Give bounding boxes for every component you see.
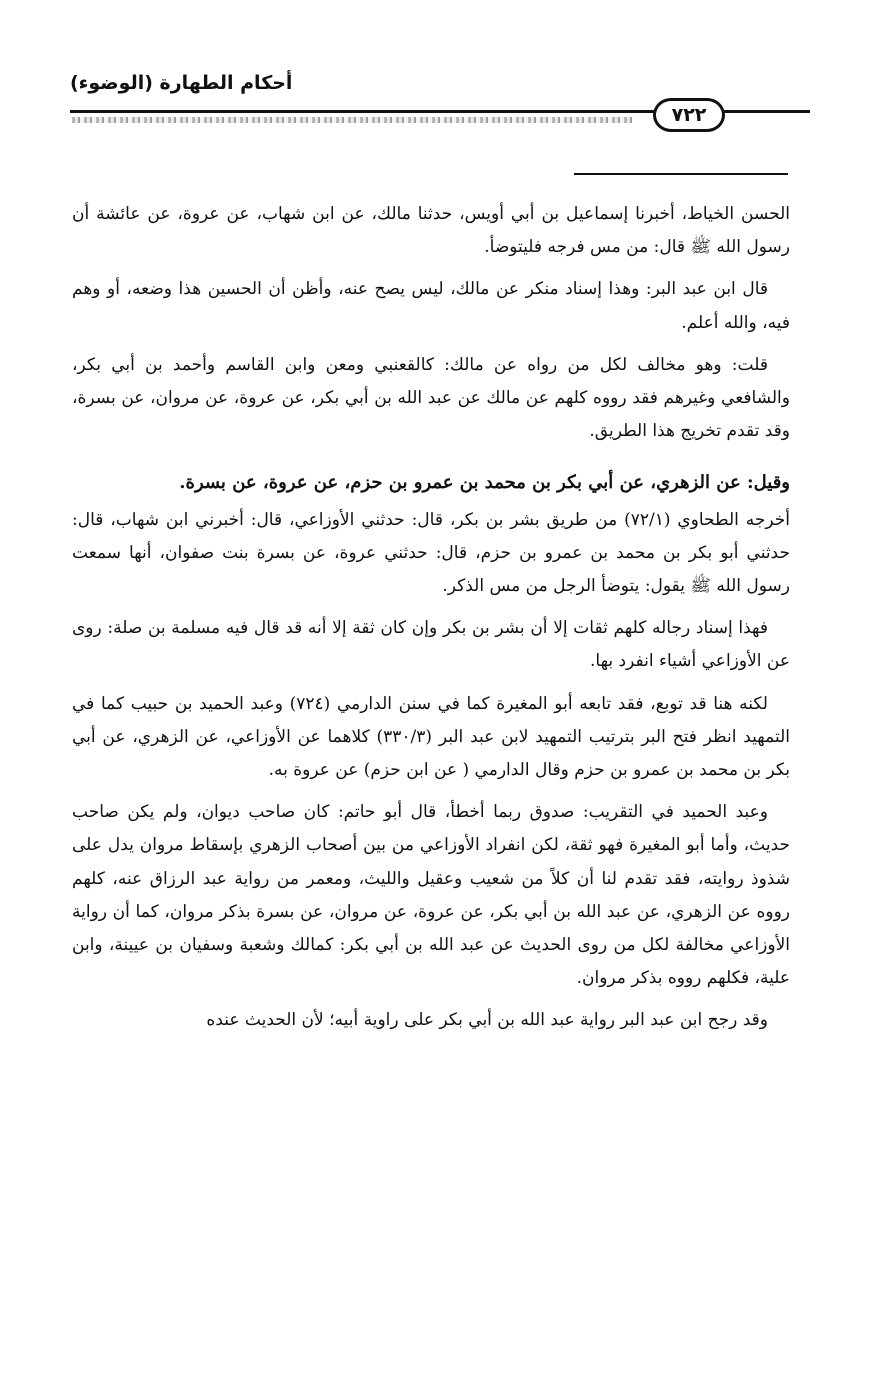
paragraph: وعبد الحميد في التقريب: صدوق ربما أخطأ، قال أبو حاتم: كان صاحب ديوان، ولم يكن صاحب حديث، وأما أبو المغيرة فهو ثقة، لكن انفراد الأوزاعي من بين أصحاب الزهري بإسقاط مروان يدل على شذوذ روايته، فقد تقدم لنا أن كلاً من شعيب وعقيل والليث، ومعمر من رواية عبد الرزاق عنه، كلهم رووه عن الزهري، عن عبد الله بن أبي بكر، عن عروة، عن مروان، عن بسرة بذكر مروان، كما أن رواية الأوزاعي مخالفة لكل من روى الحديث عن عبد الله بن أبي بكر: كمالك وشعبة وسفيان بن عيينة، وابن علية، فكلهم رووه بذكر مروان. xyxy=(72,802,790,989)
paragraph: لكنه هنا قد توبع، فقد تابعه أبو المغيرة كما في سنن الدارمي (٧٢٤) وعبد الحميد بن حبيب كما في التمهيد انظر فتح البر بترتيب التمهيد لابن عبد البر (٣٣٠/٣) كلاهما عن الأوزاعي، عن الزهري، عن أبي بكر بن محمد بن عمرو بن حزم وقال الدارمي ( عن ابن حزم) عن عروة به. xyxy=(72,693,791,781)
separator-rule xyxy=(574,173,788,175)
section-heading: وقيل: عن الزهري، عن أبي بكر بن محمد بن عمرو بن حزم، عن عروة، عن بسرة. xyxy=(179,472,790,494)
paragraph: الحسن الخياط، أخبرنا إسماعيل بن أبي أويس، حدثنا مالك، عن ابن شهاب، عن عروة، عن عائشة أن رسول الله ﷺ قال: من مس فرجه فليتوضأ. xyxy=(72,204,790,258)
header-ornament xyxy=(72,117,632,123)
running-title: أحكام الطهارة (الوضوء) xyxy=(70,72,293,94)
paragraph: قلت: وهو مخالف لكل من رواه عن مالك: كالقعنبي ومعن وابن القاسم وأحمد بن أبي بكر، والشافعي وغيرهم فقد رووه كلهم عن مالك عن عبد الله بن أبي بكر، عن عروة، عن مروان، عن بسرة، وقد تقدم تخريج هذا الطريق. xyxy=(72,354,790,442)
paragraph: قال ابن عبد البر: وهذا إسناد منكر عن مالك، ليس يصح عنه، وأظن أن الحسين هذا وضعه، أو وهم فيه، والله أعلم. xyxy=(72,279,790,333)
page-number: ٧٢٢ xyxy=(653,98,725,132)
paragraph: أخرجه الطحاوي (٧٢/١) من طريق بشر بن بكر، قال: حدثني الأوزاعي، قال: أخبرني ابن شهاب، قال: حدثني أبو بكر بن محمد بن عمرو بن حزم، قال: حدثني عروة، عن بسرة بنت صفوان، أنها سمعت رسول الله ﷺ يقول: يتوضأ الرجل من مس الذكر. xyxy=(72,509,790,597)
body-text xyxy=(72,198,790,1047)
paragraph: فهذا إسناد رجاله كلهم ثقات إلا أن بشر بن بكر وإن كان ثقة إلا أنه قد قال فيه مسلمة بن صلة: روى عن الأوزاعي أشياء انفرد بها. xyxy=(72,618,790,672)
paragraph: وقد رجح ابن عبد البر رواية عبد الله بن أبي بكر على راوية أبيه؛ لأن الحديث عنده xyxy=(206,1010,768,1031)
